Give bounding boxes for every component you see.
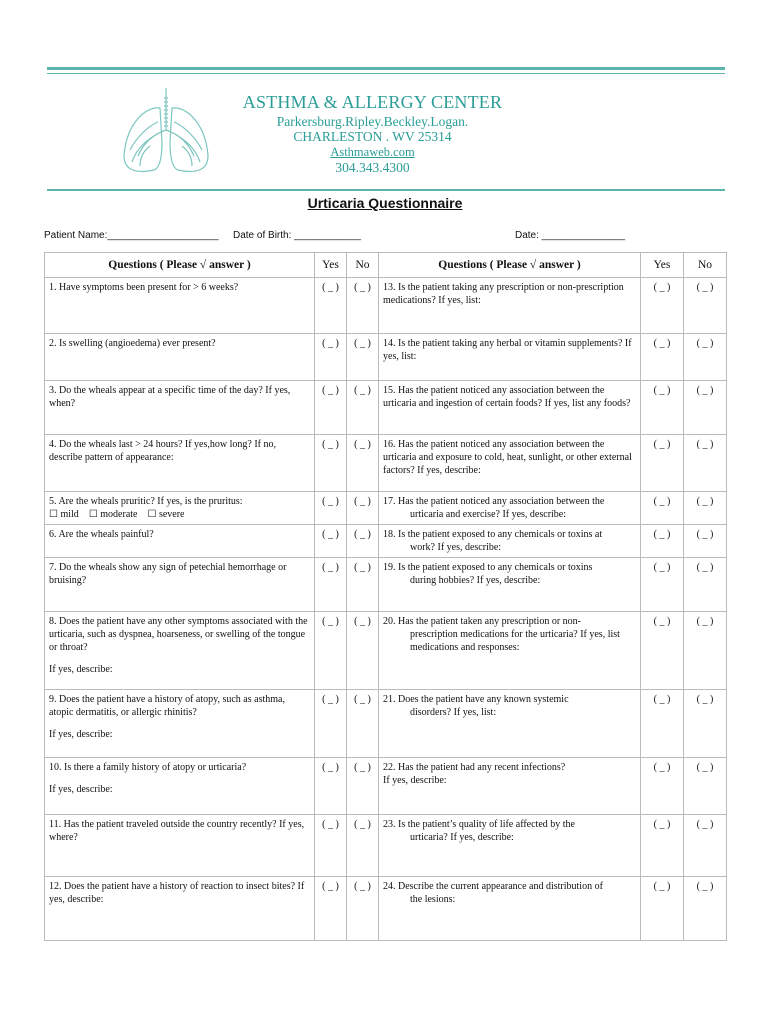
answer-no-checkbox[interactable]: ( _ ) — [684, 435, 727, 492]
col-header-yes-right: Yes — [641, 253, 684, 278]
answer-no-checkbox[interactable]: ( _ ) — [347, 334, 379, 381]
question-text: 11. Has the patient traveled outside the country recently? If yes, where? — [49, 819, 305, 843]
question-cell — [45, 278, 315, 334]
severity-option-mild[interactable]: ☐ mild — [49, 509, 79, 520]
answer-no-checkbox[interactable]: ( _ ) — [684, 815, 727, 877]
question-text-continued: urticaria and exercise? If yes, describe: — [410, 509, 567, 520]
question-text: 1. Have symptoms been present for > 6 weeks? — [49, 282, 239, 293]
question-cell — [45, 435, 315, 492]
question-cell — [379, 815, 641, 877]
answer-yes-checkbox[interactable]: ( _ ) — [641, 492, 684, 525]
table-row — [45, 278, 727, 334]
table-row — [45, 758, 727, 815]
table-row — [45, 612, 727, 690]
clinic-city: CHARLESTON . WV 25314 — [293, 129, 452, 144]
spacer — [49, 719, 310, 728]
answer-no-checkbox[interactable]: ( _ ) — [347, 612, 379, 690]
form-title: Urticaria Questionnaire — [307, 195, 463, 211]
answer-no-checkbox[interactable]: ( _ ) — [684, 758, 727, 815]
severity-label: severe — [158, 509, 185, 520]
answer-no-checkbox[interactable]: ( _ ) — [347, 525, 379, 558]
clinic-locations: Parkersburg.Ripley.Beckley.Logan. — [276, 114, 469, 129]
answer-yes-checkbox[interactable]: ( _ ) — [315, 558, 347, 612]
question-text: 14. Is the patient taking any herbal or vitamin supplements? If yes, list: — [383, 338, 632, 362]
col-header-no-right: No — [684, 253, 727, 278]
question-cell — [45, 525, 315, 558]
question-text: 4. Do the wheals last > 24 hours? If yes,how long? If no, describe pattern of appearance: — [49, 439, 276, 463]
answer-no-checkbox[interactable]: ( _ ) — [684, 381, 727, 435]
question-cell — [379, 690, 641, 758]
answer-yes-checkbox[interactable]: ( _ ) — [315, 278, 347, 334]
answer-yes-checkbox[interactable]: ( _ ) — [641, 758, 684, 815]
answer-yes-checkbox[interactable]: ( _ ) — [315, 690, 347, 758]
answer-yes-checkbox[interactable]: ( _ ) — [641, 612, 684, 690]
question-followup: If yes, describe: — [49, 664, 113, 675]
question-text: 20. Has the patient taken any prescription or non- — [383, 616, 581, 627]
question-text: 24. Describe the current appearance and distribution of — [383, 881, 603, 892]
answer-yes-checkbox[interactable]: ( _ ) — [641, 278, 684, 334]
question-text: 13. Is the patient taking any prescription or non-prescription medications? If yes, list: — [383, 282, 624, 306]
severity-option-moderate[interactable]: ☐ moderate — [88, 509, 138, 520]
col-header-yes: Yes — [315, 253, 347, 278]
severity-option-severe[interactable]: ☐ severe — [147, 509, 185, 520]
question-text: 9. Does the patient have a history of atopy, such as asthma, atopic dermatitis, or allergic rhinitis? — [49, 694, 285, 718]
table-row — [45, 435, 727, 492]
answer-no-checkbox[interactable]: ( _ ) — [347, 558, 379, 612]
answer-yes-checkbox[interactable]: ( _ ) — [315, 381, 347, 435]
question-text: 22. Has the patient had any recent infections? — [383, 762, 566, 773]
question-cell — [379, 435, 641, 492]
answer-no-checkbox[interactable]: ( _ ) — [347, 381, 379, 435]
answer-yes-checkbox[interactable]: ( _ ) — [315, 877, 347, 941]
answer-no-checkbox[interactable]: ( _ ) — [684, 612, 727, 690]
spacer — [49, 774, 310, 783]
question-cell — [379, 492, 641, 525]
question-text: 16. Has the patient noticed any association between the urticaria and exposure to cold, heat, sunlight, or other external factors? If yes, describe: — [383, 439, 632, 476]
answer-yes-checkbox[interactable]: ( _ ) — [641, 435, 684, 492]
question-cell — [45, 815, 315, 877]
question-text: 10. Is there a family history of atopy or urticaria? — [49, 762, 247, 773]
severity-options — [49, 508, 310, 521]
table-row — [45, 877, 727, 941]
question-text-continued: during hobbies? If yes, describe: — [410, 575, 541, 586]
question-text-continued: prescription medications for the urticaria? If yes, list medications and responses: — [410, 629, 620, 653]
answer-no-checkbox[interactable]: ( _ ) — [347, 492, 379, 525]
answer-no-checkbox[interactable]: ( _ ) — [684, 558, 727, 612]
answer-no-checkbox[interactable]: ( _ ) — [684, 278, 727, 334]
table-row — [45, 558, 727, 612]
answer-no-checkbox[interactable]: ( _ ) — [684, 690, 727, 758]
answer-no-checkbox[interactable]: ( _ ) — [347, 877, 379, 941]
table-row — [45, 334, 727, 381]
question-cell — [45, 690, 315, 758]
answer-no-checkbox[interactable]: ( _ ) — [684, 334, 727, 381]
question-followup: If yes, describe: — [49, 729, 113, 740]
question-cell — [379, 525, 641, 558]
severity-label: moderate — [100, 509, 138, 520]
question-text: 21. Does the patient have any known systemic — [383, 694, 569, 705]
answer-yes-checkbox[interactable]: ( _ ) — [641, 815, 684, 877]
answer-yes-checkbox[interactable]: ( _ ) — [641, 558, 684, 612]
answer-no-checkbox[interactable]: ( _ ) — [347, 278, 379, 334]
answer-yes-checkbox[interactable]: ( _ ) — [641, 877, 684, 941]
table-row — [45, 381, 727, 435]
question-cell — [379, 558, 641, 612]
question-text-continued: the lesions: — [410, 894, 456, 905]
header-divider — [47, 189, 725, 191]
answer-yes-checkbox[interactable]: ( _ ) — [641, 334, 684, 381]
question-cell — [379, 612, 641, 690]
question-cell — [45, 334, 315, 381]
question-text: 6. Are the wheals painful? — [49, 529, 154, 540]
answer-no-checkbox[interactable]: ( _ ) — [684, 877, 727, 941]
answer-yes-checkbox[interactable]: ( _ ) — [315, 492, 347, 525]
col-header-questions: Questions ( Please √ answer ) — [45, 253, 315, 278]
question-text: 15. Has the patient noticed any association between the urticaria and ingestion of certain foods? If yes, list any foods? — [383, 385, 631, 409]
table-row — [45, 492, 727, 525]
question-text: 17. Has the patient noticed any association between the — [383, 496, 605, 507]
question-text: 5. Are the wheals pruritic? If yes, is the pruritus: — [49, 496, 243, 507]
question-followup: If yes, describe: — [383, 775, 447, 786]
question-cell — [45, 612, 315, 690]
table-row — [45, 525, 727, 558]
answer-yes-checkbox[interactable]: ( _ ) — [641, 690, 684, 758]
answer-no-checkbox[interactable]: ( _ ) — [347, 815, 379, 877]
answer-yes-checkbox[interactable]: ( _ ) — [315, 758, 347, 815]
patient-name-field[interactable]: Patient Name:____________________ — [44, 230, 219, 241]
question-cell — [379, 877, 641, 941]
answer-yes-checkbox[interactable]: ( _ ) — [315, 815, 347, 877]
spacer — [49, 654, 310, 663]
question-text: 23. Is the patient’s quality of life affected by the — [383, 819, 575, 830]
question-text-continued: work? If yes, describe: — [410, 542, 502, 553]
question-text: 7. Do the wheals show any sign of petechial hemorrhage or bruising? — [49, 562, 287, 586]
answer-yes-checkbox[interactable]: ( _ ) — [315, 525, 347, 558]
answer-no-checkbox[interactable]: ( _ ) — [347, 435, 379, 492]
question-cell — [45, 758, 315, 815]
header-rule-thin — [47, 73, 725, 74]
question-text: 18. Is the patient exposed to any chemicals or toxins at — [383, 529, 603, 540]
answer-yes-checkbox[interactable]: ( _ ) — [315, 435, 347, 492]
clinic-phone: 304.343.4300 — [335, 160, 410, 175]
clinic-website-link[interactable]: Asthmaweb.com — [330, 145, 415, 159]
question-text: 12. Does the patient have a history of reaction to insect bites? If yes, describe: — [49, 881, 305, 905]
answer-yes-checkbox[interactable]: ( _ ) — [315, 612, 347, 690]
question-cell — [379, 334, 641, 381]
answer-no-checkbox[interactable]: ( _ ) — [347, 758, 379, 815]
question-text-continued: disorders? If yes, list: — [410, 707, 497, 718]
table-row — [45, 815, 727, 877]
col-header-questions-right: Questions ( Please √ answer ) — [379, 253, 641, 278]
date-field[interactable]: Date: _______________ — [515, 230, 626, 241]
question-cell — [379, 381, 641, 435]
question-cell — [45, 381, 315, 435]
table-row — [45, 690, 727, 758]
question-text: 19. Is the patient exposed to any chemicals or toxins — [383, 562, 593, 573]
question-followup: If yes, describe: — [49, 784, 113, 795]
answer-no-checkbox[interactable]: ( _ ) — [347, 690, 379, 758]
question-cell — [379, 278, 641, 334]
header-rule — [47, 67, 725, 70]
question-cell — [45, 877, 315, 941]
question-cell — [45, 558, 315, 612]
answer-yes-checkbox[interactable]: ( _ ) — [641, 381, 684, 435]
question-cell — [45, 492, 315, 525]
col-header-no: No — [347, 253, 379, 278]
dob-field[interactable]: Date of Birth: ____________ — [233, 230, 361, 241]
answer-no-checkbox[interactable]: ( _ ) — [684, 492, 727, 525]
questionnaire-table — [44, 252, 727, 941]
answer-yes-checkbox[interactable]: ( _ ) — [315, 334, 347, 381]
severity-label: mild — [60, 509, 79, 520]
answer-yes-checkbox[interactable]: ( _ ) — [641, 525, 684, 558]
question-cell — [379, 758, 641, 815]
question-text-continued: urticaria? If yes, describe: — [410, 832, 514, 843]
question-text: 3. Do the wheals appear at a specific time of the day? If yes, when? — [49, 385, 291, 409]
question-text: 8. Does the patient have any other symptoms associated with the urticaria, such as dyspnea, hoarseness, or swelling of the tongue or throat? — [49, 616, 308, 653]
answer-no-checkbox[interactable]: ( _ ) — [684, 525, 727, 558]
question-text: 2. Is swelling (angioedema) ever present? — [49, 338, 216, 349]
clinic-name: ASTHMA & ALLERGY CENTER — [242, 92, 503, 112]
